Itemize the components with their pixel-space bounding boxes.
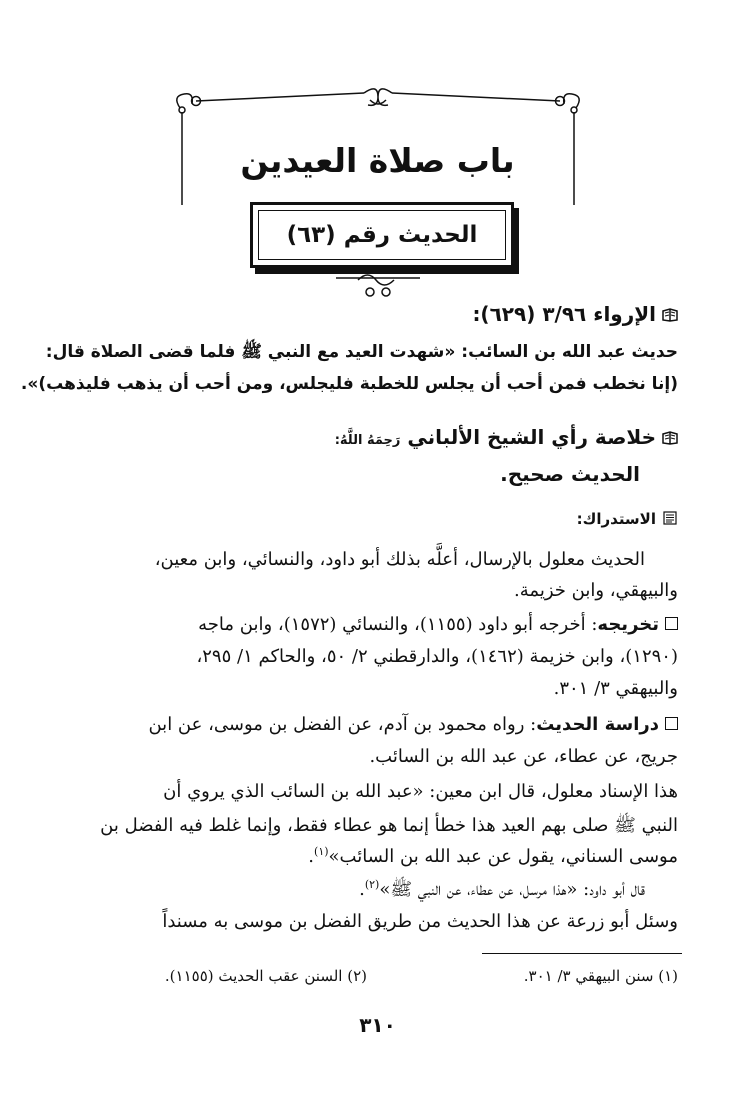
- footnote-2: (٢) السنن عقب الحديث (١١٥٥).: [164, 967, 367, 985]
- takhrij-label: تخريجه: [597, 614, 659, 635]
- para2-line3: موسى السناني، يقول عن عبد الله بن السائب»$^{(١)}$.: [308, 845, 678, 867]
- irwaa-heading: الإرواء ٣/٩٦ (٦٢٩):: [472, 302, 656, 326]
- khulasa-verdict: الحديث صحيح.: [500, 462, 640, 486]
- frame-top-rail-left: [196, 93, 364, 101]
- footnote-ref-1: (١): [314, 845, 329, 858]
- para3-text: قال أبو داود: «هذا مرسل، عن عطاء، عن النبي ﷺ»: [379, 879, 645, 900]
- takhrij-line2: (١٢٩٠)، وابن خزيمة (١٤٦٢)، والدارقطني ٢/ ٥٠، والحاكم ١/ ٢٩٥،: [196, 646, 678, 667]
- frame-bottom-bead-right: [382, 288, 390, 296]
- para4-line1: وسئل أبو زرعة عن هذا الحديث من طريق الفضل بن موسى به مسنداً: [162, 911, 678, 932]
- chapter-title: باب صلاة العيدين: [240, 141, 515, 180]
- takhrij-line3: والبيهقي ٣/ ٣٠١.: [553, 678, 678, 699]
- istidrak-para1-line1: الحديث معلول بالإرسال، أعلَّه بذلك أبو داود، والنسائي، وابن معين،: [154, 549, 645, 570]
- hadith-number-label: الحديث رقم (٦٣): [286, 222, 478, 248]
- dirasa-label: دراسة الحديث: [536, 714, 659, 735]
- document-icon: [662, 511, 678, 525]
- footnote-1: (١) سنن البيهقي ٣/ ٣٠١.: [523, 967, 678, 985]
- hadith-number-box: [250, 202, 514, 268]
- frame-left-scroll: [177, 94, 193, 108]
- irwaa-heading-row: [472, 302, 678, 326]
- frame-bottom-bead-left: [366, 288, 374, 296]
- footnote-ref-2: (٢): [364, 878, 380, 891]
- takhrij-line1: [198, 614, 678, 635]
- irwaa-text-line-2: (إنا نخطب فمن أحب أن يجلس للخطبة فليجلس، ومن أحب أن يذهب فليذهب)».: [20, 374, 678, 394]
- dirasa-line1: [148, 714, 678, 735]
- frame-top-rail-right: [392, 93, 560, 101]
- istidrak-para1-line2: والبيهقي، وابن خزيمة.: [514, 580, 678, 601]
- dirasa-text-1: : رواه محمود بن آدم، عن الفضل بن موسى، عن ابن: [148, 714, 537, 735]
- square-bullet-icon: [665, 617, 678, 630]
- istidrak-heading: الاستدراك:: [576, 510, 656, 528]
- para2-line1: هذا الإسناد معلول، قال ابن معين: «عبد الله بن السائب الذي يروي أن: [163, 781, 678, 802]
- frame-bottom-flourish: [358, 275, 394, 285]
- khulasa-heading: خلاصة رأي الشيخ الألباني: [407, 425, 656, 449]
- dirasa-line2: جريج، عن عطاء، عن عبد الله بن السائب.: [369, 746, 678, 767]
- book-icon: [662, 308, 678, 322]
- istidrak-heading-row: [577, 510, 678, 528]
- honorific-phrase: رَحِمَهُ اللَّهُ:: [334, 433, 401, 448]
- square-bullet-icon: [665, 717, 678, 730]
- khulasa-heading-row: [335, 425, 678, 449]
- page-number: ٣١٠: [359, 1013, 396, 1037]
- book-icon: [662, 431, 678, 445]
- takhrij-text-1: : أخرجه أبو داود (١١٥٥)، والنسائي (١٥٧٢)، وابن ماجه: [198, 614, 598, 635]
- frame-top-flourish: [364, 89, 392, 106]
- para3-line1: قال أبو داود: «هذا مرسل، عن عطاء، عن النبي ﷺ»$^{(٢)}$.: [359, 878, 645, 900]
- irwaa-text-line-1: حديث عبد الله بن السائب: «شهدت العيد مع النبي ﷺ فلما قضى الصلاة قال:: [45, 342, 678, 362]
- para2-line2: النبي ﷺ صلى بهم العيد هذا خطأ إنما هو عطاء فقط، وإنما غلط فيه الفضل بن: [100, 815, 678, 836]
- footnote-separator: [482, 953, 682, 954]
- frame-right-scroll: [564, 94, 580, 108]
- para2-text-3: موسى السناني، يقول عن عبد الله بن السائب»: [328, 846, 678, 867]
